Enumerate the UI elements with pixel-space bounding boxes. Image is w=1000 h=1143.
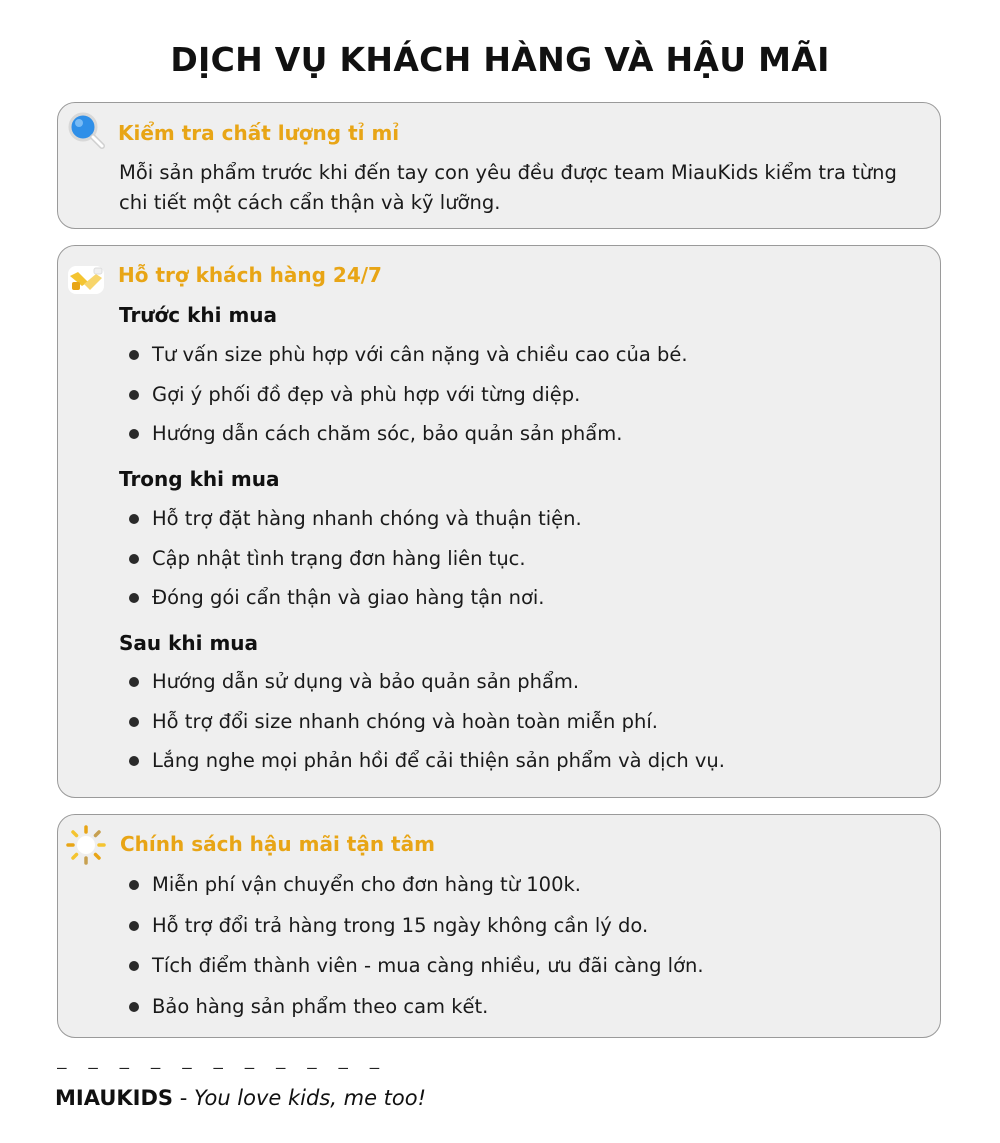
list-item-text: Lắng nghe mọi phản hồi để cải thiện sản phẩm và dịch vụ. [152,749,725,772]
bullet-dot-icon [129,880,139,890]
footer-tagline: You love kids, me too! [193,1086,427,1110]
footer-brand: MIAUKIDS [55,1086,174,1110]
bullet-dot-icon [129,429,139,439]
list-item [128,578,582,618]
list-item [128,741,725,781]
section-body: Mỗi sản phẩm trước khi đến tay con yêu đều được team MiauKids kiểm tra từng chi tiết một cách cẩn thận và kỹ lưỡng. [119,161,897,214]
list-item-text: Hướng dẫn sử dụng và bảo quản sản phẩm. [152,670,580,693]
list-item-text: Bảo hàng sản phẩm theo cam kết. [152,994,489,1018]
list-item [128,335,688,375]
bullet-dot-icon [129,514,139,524]
footer-separator: - [173,1086,194,1110]
bullet-dot-icon [129,961,139,971]
list-item-text: Hướng dẫn cách chăm sóc, bảo quản sản phẩm. [152,422,623,445]
after-sales-card [57,814,941,1038]
after-purchase-list [128,662,725,781]
section-heading: Kiểm tra chất lượng tỉ mỉ [118,121,400,145]
list-item-text: Tích điểm thành viên - mua càng nhiều, ưu đãi càng lớn. [152,954,704,977]
bullet-dot-icon [129,756,139,766]
subheading-before-purchase: Trước khi mua [119,303,278,327]
bullet-dot-icon [129,921,139,931]
bullet-dot-icon [129,554,139,564]
page-title: DỊCH VỤ KHÁCH HÀNG VÀ HẬU MÃI [170,40,830,79]
section-heading: Hỗ trợ khách hàng 24/7 [118,263,382,287]
bullet-dot-icon [129,350,139,360]
during-purchase-list [128,499,582,618]
list-item [128,987,704,1028]
list-item [128,946,704,987]
footer-divider: – – – – – – – – – – – [57,1058,386,1077]
list-item [128,414,688,454]
section-heading: Chính sách hậu mãi tận tâm [120,832,435,856]
list-item-text: Đóng gói cẩn thận và giao hàng tận nơi. [152,586,545,609]
bullet-dot-icon [129,717,139,727]
after-sales-list [128,865,704,1027]
sparkle-icon [66,825,106,865]
list-item [128,662,725,702]
list-item [128,865,704,906]
list-item-text: Tư vấn size phù hợp với cân nặng và chiều cao của bé. [152,343,688,366]
list-item [128,499,582,539]
list-item-text: Gợi ý phối đồ đẹp và phù hợp với từng diệp. [152,382,581,406]
list-item-text: Miễn phí vận chuyển cho đơn hàng từ 100k. [152,873,581,896]
magnifier-icon [66,111,106,151]
list-item [128,539,582,579]
list-item [128,375,688,415]
subheading-during-purchase: Trong khi mua [119,467,280,491]
before-purchase-list [128,335,688,454]
list-item [128,702,725,742]
support-card [57,245,941,798]
footer [55,1086,426,1110]
quality-check-card [57,102,941,229]
subheading-after-purchase: Sau khi mua [119,631,259,655]
list-item-text: Cập nhật tình trạng đơn hàng liên tục. [152,546,526,570]
list-item-text: Hỗ trợ đặt hàng nhanh chóng và thuận tiện. [152,507,582,530]
list-item [128,906,704,947]
list-item-text: Hỗ trợ đổi trả hàng trong 15 ngày không cần lý do. [152,913,649,937]
handshake-icon [66,260,106,300]
bullet-dot-icon [129,390,139,400]
list-item-text: Hỗ trợ đổi size nhanh chóng và hoàn toàn miễn phí. [152,709,658,733]
bullet-dot-icon [129,593,139,603]
bullet-dot-icon [129,677,139,687]
bullet-dot-icon [129,1002,139,1012]
